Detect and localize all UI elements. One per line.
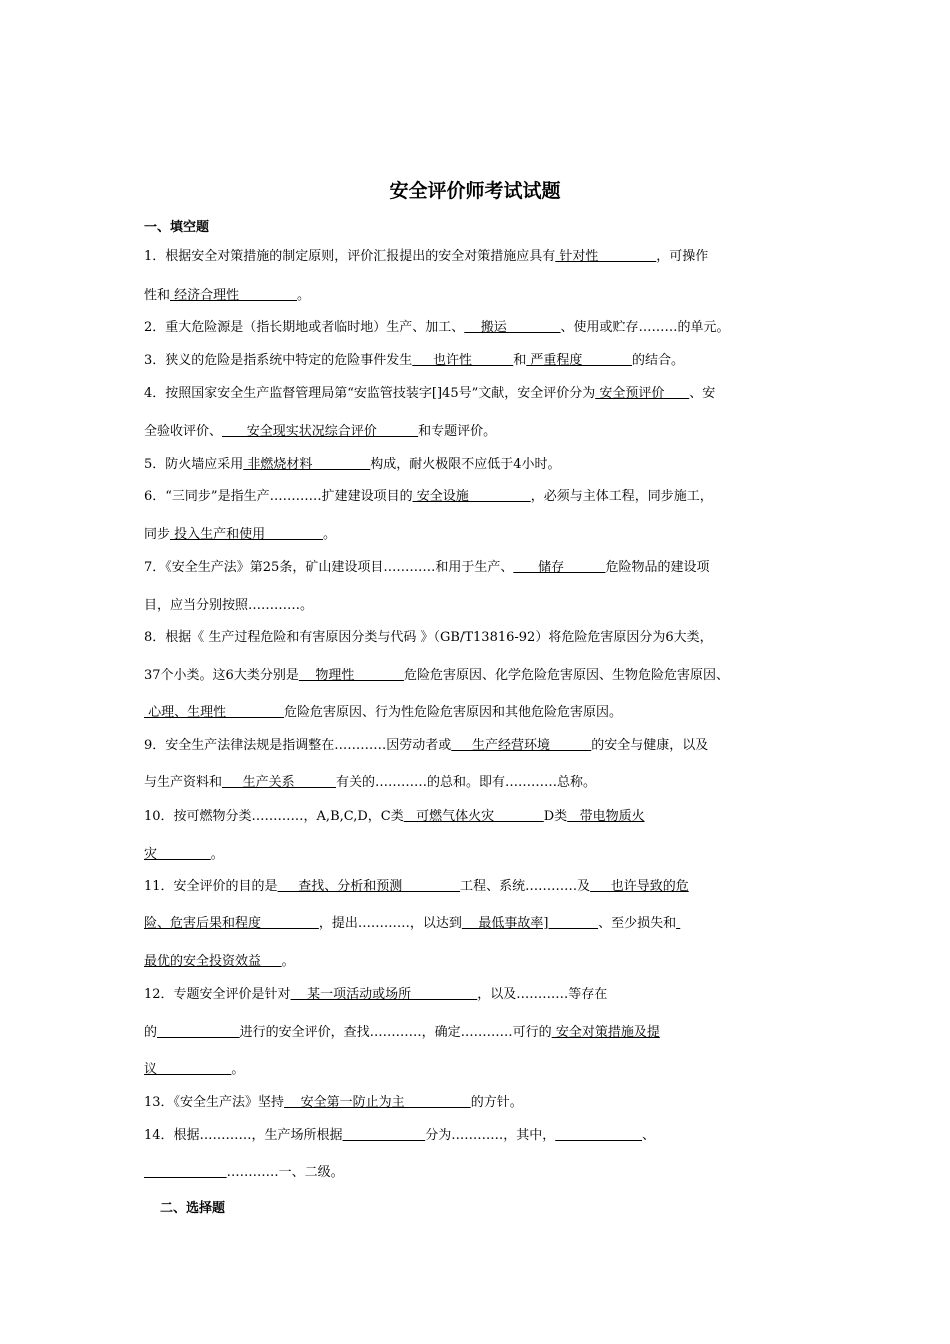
question-text: 13．《安全生产法》坚持 [144, 1095, 285, 1110]
question-text: 与生产资料和 [144, 775, 223, 790]
text-line [144, 915, 680, 933]
question-text: 1．根据安全对策措施的制定原则，评价汇报提出的安全对策措施应具有 [144, 249, 556, 264]
question-text: 构成，耐火极限不应低于4小时。 [370, 457, 561, 472]
answer-blank [343, 1128, 426, 1143]
question-text: 进行的安全评价，查找…………，确定…………可行的 [239, 1025, 552, 1040]
answer-blank: 议 [144, 1062, 232, 1077]
question-text: 和专题评价。 [418, 424, 497, 439]
answer-blank [144, 1165, 227, 1180]
answer-blank: 险、危害后果和程度 [144, 916, 319, 931]
answer-blank: 灾 [144, 847, 211, 862]
question-text: 危险物品的建设项 [605, 560, 710, 575]
question-text: 14．根据…………，生产场所根据 [144, 1128, 343, 1143]
question-text: 、 [642, 1128, 656, 1143]
question-text: …………一、二级。 [226, 1165, 344, 1180]
text-line [144, 319, 730, 337]
text-line [144, 559, 709, 577]
answer-blank: 储存 [513, 560, 606, 575]
answer-blank: 安全预评价 [595, 386, 690, 401]
answer-blank: 心理、生理性 [144, 705, 284, 720]
text-line [144, 667, 729, 685]
question-text: 有关的…………的总和。即有…………总称。 [336, 775, 597, 790]
text-line [144, 287, 310, 305]
section-heading-fill-in: 一、填空题 [144, 220, 210, 235]
question-text: 、至少损失和 [598, 916, 677, 931]
text-line [144, 953, 295, 971]
question-text: 的方针。 [470, 1095, 523, 1110]
text-line [144, 526, 336, 544]
question-text: 危险危害原因、行为性危险危害原因和其他危险危害原因。 [284, 705, 623, 720]
answer-blank: 生产经营环境 [451, 738, 592, 753]
question-text: 的 [144, 1025, 158, 1040]
answer-blank: 严重程度 [526, 353, 633, 368]
question-text: 4．按照国家安全生产监督管理局第“安监管技装字[]45号”文献，安全评价分为 [144, 386, 596, 401]
answer-blank: 最优的安全投资效益 [144, 954, 282, 969]
answer-blank [555, 1128, 642, 1143]
question-text: 8．根据《 生产过程危险和有害原因分类与代码 》（GB/T13816-92）将危险危害原因分为6大类， [144, 630, 713, 645]
text-line [144, 248, 708, 266]
question-text: 37个小类。这6大类分别是 [144, 668, 299, 683]
question-text: 目，应当分别按照…………。 [144, 598, 314, 613]
question-text: 3．狭义的危险是指系统中特定的危险事件发生 [144, 353, 413, 368]
question-text: D类 [543, 809, 568, 824]
question-text: 工程、系统…………及 [460, 879, 591, 894]
text-line [144, 808, 645, 826]
question-text: 10．按可燃物分类…………，A,B,C,D，C类 [144, 809, 404, 824]
text-line [144, 1024, 660, 1042]
question-text: 2．重大危险源是（指长期地或者临时地）生产、加工、 [144, 320, 465, 335]
answer-blank: 物理性 [298, 668, 404, 683]
question-text: 、使用或贮存………的单元。 [560, 320, 730, 335]
answer-blank [676, 916, 680, 931]
text-line [144, 1061, 244, 1079]
question-text: 全验收评价、 [144, 424, 223, 439]
answer-blank: 最低事故率] [461, 916, 599, 931]
text-line [144, 704, 622, 722]
answer-blank: 也许性 [412, 353, 514, 368]
answer-blank: 生产关系 [222, 775, 337, 790]
text-line [144, 774, 596, 792]
answer-blank: 经济合理性 [170, 288, 298, 303]
text-line [144, 986, 607, 1004]
answer-blank: 带电物质火 [567, 809, 645, 824]
question-text: 。 [210, 847, 224, 862]
answer-blank: 可燃气体火灾 [403, 809, 544, 824]
text-line [144, 597, 313, 615]
question-text: 的结合。 [632, 353, 685, 368]
question-text: ，以及…………等存在 [477, 987, 608, 1002]
answer-blank: 安全对策措施及提 [551, 1025, 660, 1040]
answer-blank: 也许导致的危 [590, 879, 689, 894]
question-text: 性和 [144, 288, 171, 303]
text-line [144, 385, 715, 403]
question-text: 和 [513, 353, 527, 368]
answer-blank: 投入生产和使用 [170, 527, 324, 542]
answer-blank: 安全设施 [412, 489, 531, 504]
question-text: 分为…………，其中， [425, 1128, 556, 1143]
question-text: 6．“三同步”是指生产…………扩建建设项目的 [144, 489, 413, 504]
answer-blank [157, 1025, 240, 1040]
question-text: ，提出…………，以达到 [318, 916, 462, 931]
answer-blank: 安全现实状况综合评价 [222, 424, 419, 439]
text-line [144, 1127, 655, 1145]
question-text: 危险危害原因、化学危险危害原因、生物危险危害原因、 [403, 668, 729, 683]
question-text: 。 [281, 954, 295, 969]
question-text: 的安全与健康，以及 [591, 738, 709, 753]
question-text: 9．安全生产法律法规是指调整在…………因劳动者或 [144, 738, 452, 753]
question-text: ，必须与主体工程，同步施工， [530, 489, 713, 504]
answer-blank: 针对性 [555, 249, 657, 264]
answer-blank: 搬运 [464, 320, 561, 335]
text-line [144, 737, 708, 755]
text-line [144, 1094, 523, 1112]
question-text: 7．《安全生产法》第25条，矿山建设项目…………和用于生产、 [144, 560, 514, 575]
text-line [144, 846, 224, 864]
question-text: 同步 [144, 527, 171, 542]
text-line [144, 352, 684, 370]
question-text: 、安 [689, 386, 716, 401]
question-text: ，可操作 [656, 249, 709, 264]
text-line [144, 878, 689, 896]
page-title: 安全评价师考试试题 [389, 180, 561, 202]
answer-blank: 某一项活动或场所 [290, 987, 478, 1002]
question-text: 。 [297, 288, 311, 303]
question-text: 11．安全评价的目的是 [144, 879, 278, 894]
question-text: 12．专题安全评价是针对 [144, 987, 291, 1002]
answer-blank: 查找、分析和预测 [277, 879, 461, 894]
section-heading-choice: 二、选择题 [160, 1201, 226, 1216]
text-line [144, 629, 713, 647]
question-text: 。 [323, 527, 337, 542]
question-text: 。 [231, 1062, 245, 1077]
text-line [144, 456, 561, 474]
question-text: 5．防火墙应采用 [144, 457, 244, 472]
text-line [144, 1164, 344, 1182]
answer-blank: 非燃烧材料 [243, 457, 371, 472]
answer-blank: 安全第一防止为主 [284, 1095, 471, 1110]
text-line [144, 423, 496, 441]
text-line [144, 488, 713, 506]
